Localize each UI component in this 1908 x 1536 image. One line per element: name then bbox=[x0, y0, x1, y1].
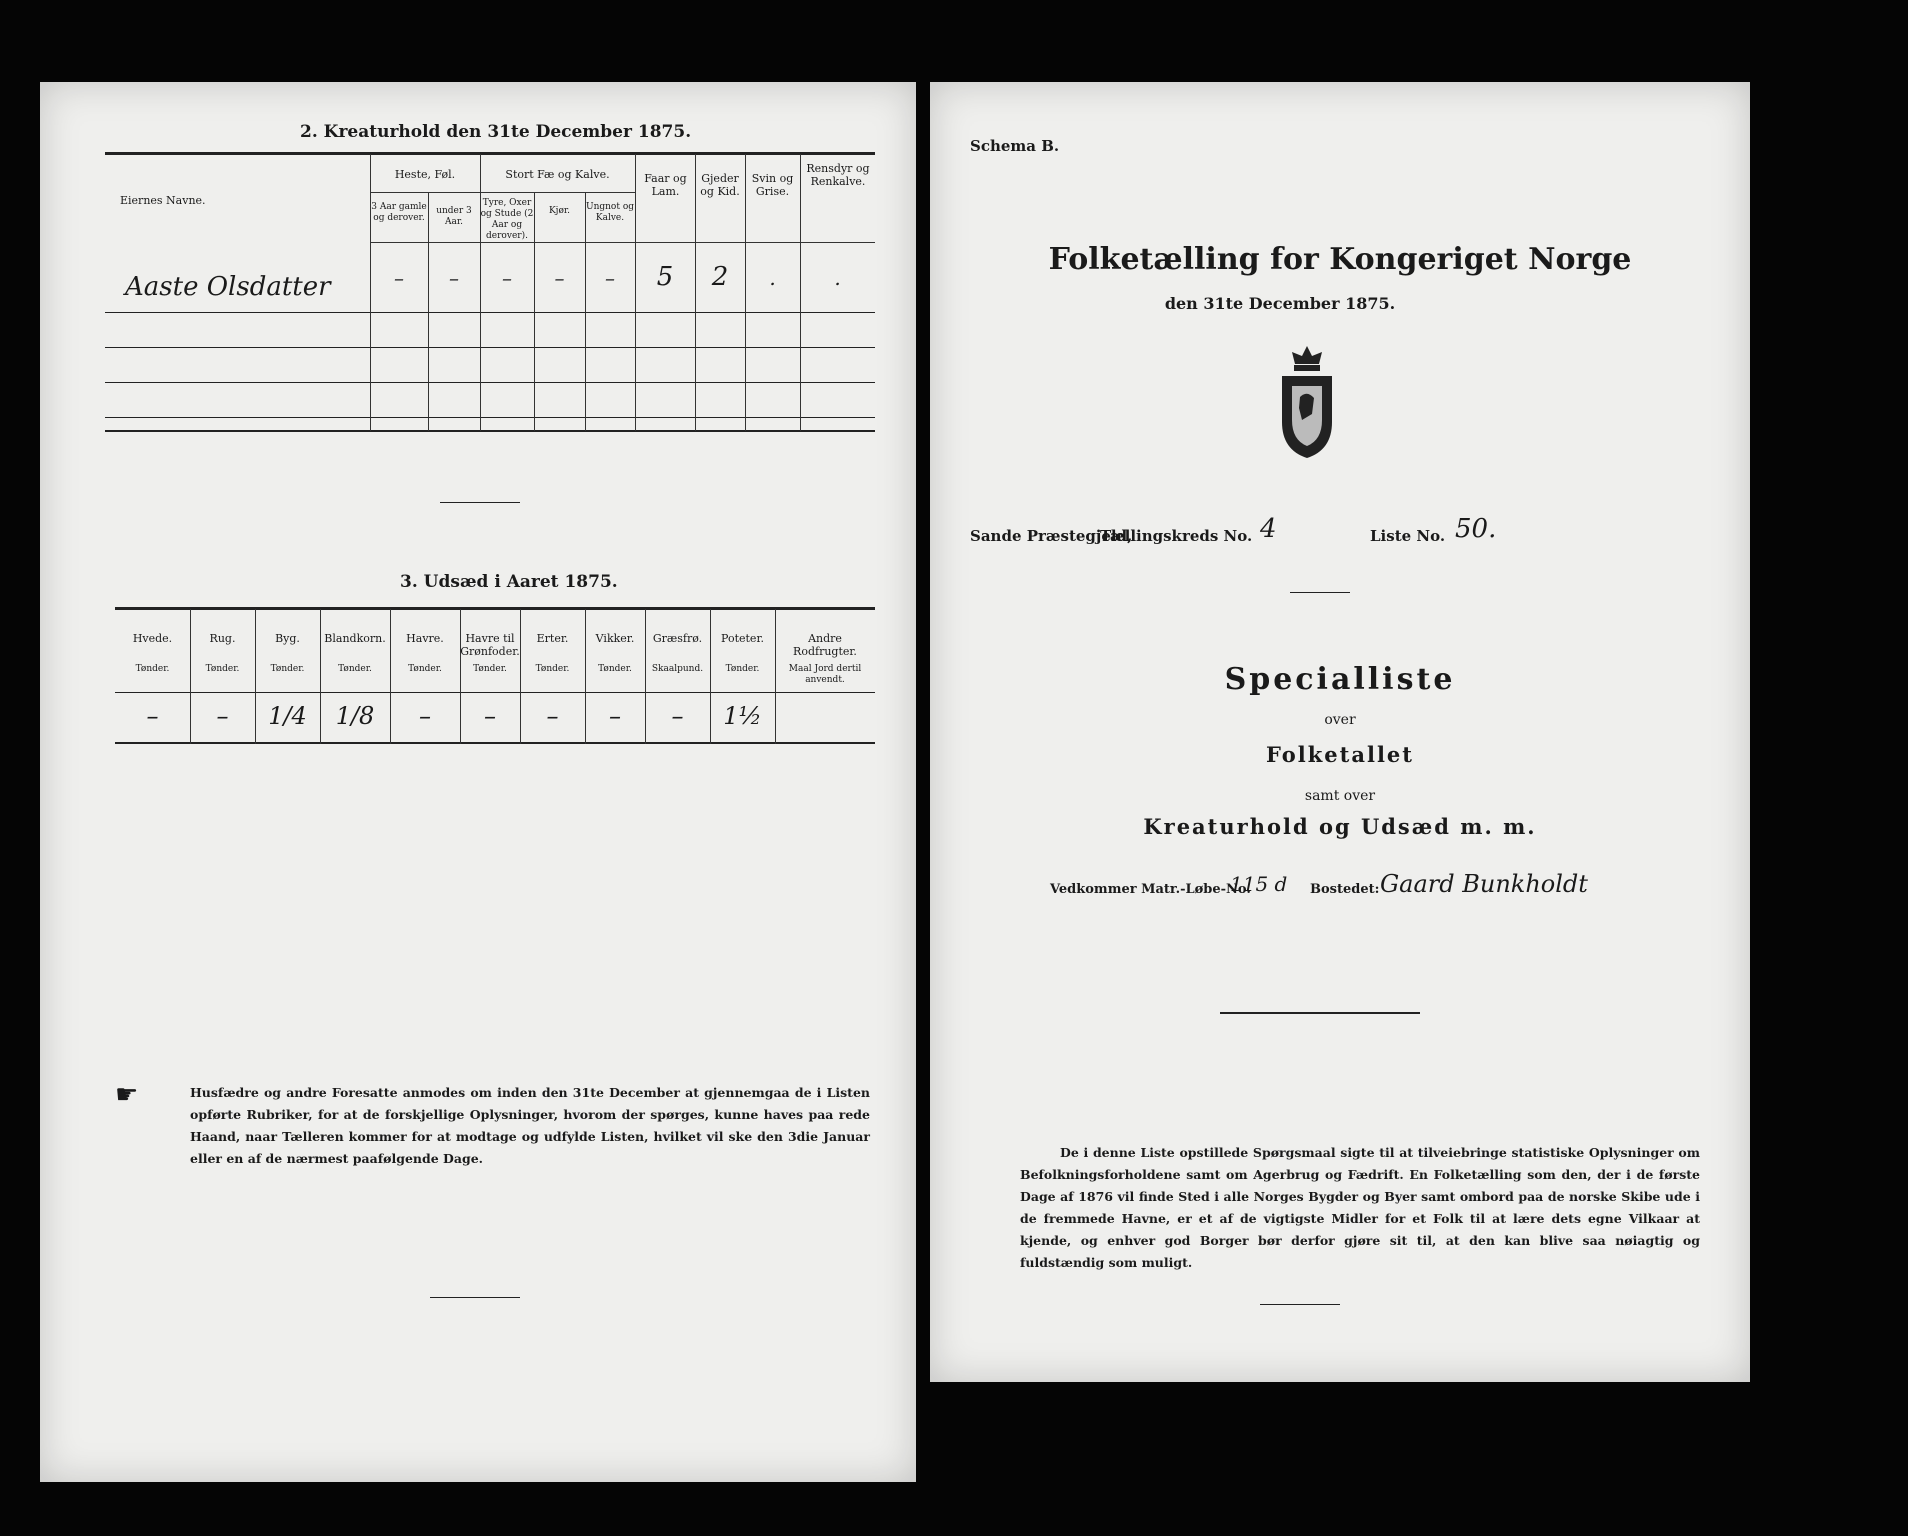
crop-unit: Tønder. bbox=[535, 664, 570, 674]
value-faar: 5 bbox=[656, 262, 674, 292]
col-stort: Stort Fæ og Kalve. bbox=[505, 168, 610, 181]
col-stort-b: Kjør. bbox=[548, 206, 571, 216]
divider-bottom bbox=[1260, 1304, 1340, 1305]
crop-header: Blandkorn. bbox=[324, 632, 386, 645]
crop-header: Hvede. bbox=[132, 632, 173, 645]
crop-header: Andre Rodfrugter. bbox=[793, 632, 857, 658]
value-stort-c: – bbox=[605, 266, 615, 290]
crop-value: 1/4 bbox=[268, 702, 307, 730]
crop-value: – bbox=[609, 702, 621, 730]
prestegjeld: Sande Præstegjeld, bbox=[970, 527, 1133, 545]
over-1: over bbox=[1324, 712, 1356, 728]
liste-number: 50. bbox=[1455, 514, 1497, 544]
value-heste-a: – bbox=[394, 266, 404, 290]
owner-name: Aaste Olsdatter bbox=[125, 272, 331, 302]
divider-long bbox=[1220, 1012, 1420, 1014]
crop-value: – bbox=[216, 702, 229, 730]
crop-header: Byg. bbox=[275, 632, 300, 645]
matr-number: 115 d bbox=[1230, 872, 1288, 896]
col-heste-a: 3 Aar gamle og derover. bbox=[371, 202, 427, 223]
col-rensdyr: Rensdyr og Renkalve. bbox=[806, 162, 870, 188]
col-owner-name: Eiernes Navne. bbox=[120, 194, 206, 207]
crop-unit: Skaalpund. bbox=[651, 664, 704, 674]
matr-label: Vedkommer Matr.-Løbe-No. bbox=[1050, 882, 1251, 897]
crop-header: Vikker. bbox=[595, 632, 635, 645]
value-rensdyr: . bbox=[834, 266, 841, 290]
section3-title: 3. Udsæd i Aaret 1875. bbox=[400, 572, 618, 592]
divider-bottom bbox=[430, 1297, 520, 1298]
right-page bbox=[930, 82, 1750, 1382]
col-stort-c: Ungnot og Kalve. bbox=[585, 202, 634, 223]
crop-value: – bbox=[146, 702, 159, 730]
bosted-value: Gaard Bunkholdt bbox=[1380, 870, 1588, 898]
bosted-label: Bostedet: bbox=[1310, 882, 1380, 897]
value-heste-b: – bbox=[449, 266, 459, 290]
crop-unit: Tønder. bbox=[270, 664, 305, 674]
specialliste-title: Specialliste bbox=[1224, 662, 1456, 697]
kreds-label: Tællingskreds No. bbox=[1100, 527, 1253, 545]
crop-unit: Tønder. bbox=[408, 664, 442, 674]
crop-unit: Tønder. bbox=[725, 664, 760, 674]
crop-unit: Tønder. bbox=[205, 664, 240, 674]
liste-label: Liste No. bbox=[1370, 527, 1446, 545]
crop-value: – bbox=[419, 702, 431, 730]
crop-value: 1/8 bbox=[335, 702, 375, 730]
coat-of-arms-icon bbox=[1272, 342, 1342, 462]
crop-value: – bbox=[671, 702, 684, 730]
census-date: den 31te December 1875. bbox=[1164, 294, 1396, 313]
crop-value: – bbox=[484, 702, 496, 730]
samt-over: samt over bbox=[1304, 788, 1376, 804]
col-faar: Faar og Lam. bbox=[644, 172, 687, 198]
value-stort-b: – bbox=[554, 266, 565, 290]
crop-header: Erter. bbox=[536, 632, 569, 645]
crop-header: Græsfrø. bbox=[652, 632, 703, 645]
notice-text: Husfædre og andre Foresatte anmodes om inden den 31te December at gjennemgaa de i Listen opførte Rubriker, for at de forskjellige Oplysninger, hvorom der spørges, kunne haves paa rede Haand, naar Tælleren kommer for at modtage og udfylde Listen, hvilket vil ske den 3die Januar eller en af de nærmest paafølgende Dage. bbox=[190, 1085, 870, 1166]
col-gjeder: Gjeder og Kid. bbox=[700, 172, 740, 198]
crop-unit: Tønder. bbox=[598, 664, 632, 674]
crop-header: Rug. bbox=[209, 632, 236, 645]
divider bbox=[440, 502, 520, 503]
crop-header: Havre til Grønfoder. bbox=[460, 632, 520, 658]
crop-header: Poteter. bbox=[721, 632, 764, 645]
left-page bbox=[40, 82, 916, 1482]
crop-value: – bbox=[546, 702, 559, 730]
section2-title: 2. Kreaturhold den 31te December 1875. bbox=[300, 122, 692, 142]
kreaturhold-heading: Kreaturhold og Udsæd m. m. bbox=[1143, 814, 1537, 839]
col-heste: Heste, Føl. bbox=[394, 168, 456, 181]
value-stort-a: – bbox=[502, 266, 512, 290]
col-stort-a: Tyre, Oxer og Stude (2 Aar og derover). bbox=[480, 198, 534, 241]
pointing-hand-icon: ☛ bbox=[115, 1080, 139, 1110]
crop-value: 1½ bbox=[723, 702, 762, 730]
col-heste-b: under 3 Aar. bbox=[436, 206, 472, 227]
value-svin: . bbox=[769, 266, 776, 290]
crop-unit: Tønder. bbox=[338, 664, 372, 674]
footer-text: De i denne Liste opstillede Spørgsmaal sigte til at tilveiebringe statistiske Oplysninger om Befolkningsforholdene samt om Agerbrug og Fædrift. En Folketælling som den, der i de første Dage af 1876 vil finde Sted i alle Norges Bygder og Byer samt ombord paa de norske Skibe ude i de fremmede Havne, er et af de vigtigste Midler for et Folk til at lære dets egne Vilkaar at kjende, og enhver god Borger bør derfor gjøre sit til, at den kan blive saa nøiagtig og fuldstændig som muligt. bbox=[1020, 1145, 1700, 1270]
crop-unit: Maal Jord dertil anvendt. bbox=[788, 664, 862, 685]
kreds-number: 4 bbox=[1260, 514, 1277, 544]
divider bbox=[1290, 592, 1350, 593]
crop-unit: Tønder. bbox=[135, 664, 170, 674]
col-svin: Svin og Grise. bbox=[751, 172, 794, 198]
folketallet: Folketallet bbox=[1266, 742, 1414, 767]
crop-header: Havre. bbox=[406, 632, 444, 645]
schema-label: Schema B. bbox=[970, 137, 1060, 155]
crop-unit: Tønder. bbox=[473, 664, 507, 674]
main-title: Folketælling for Kongeriget Norge bbox=[1048, 242, 1632, 277]
value-gjeder: 2 bbox=[711, 262, 729, 292]
